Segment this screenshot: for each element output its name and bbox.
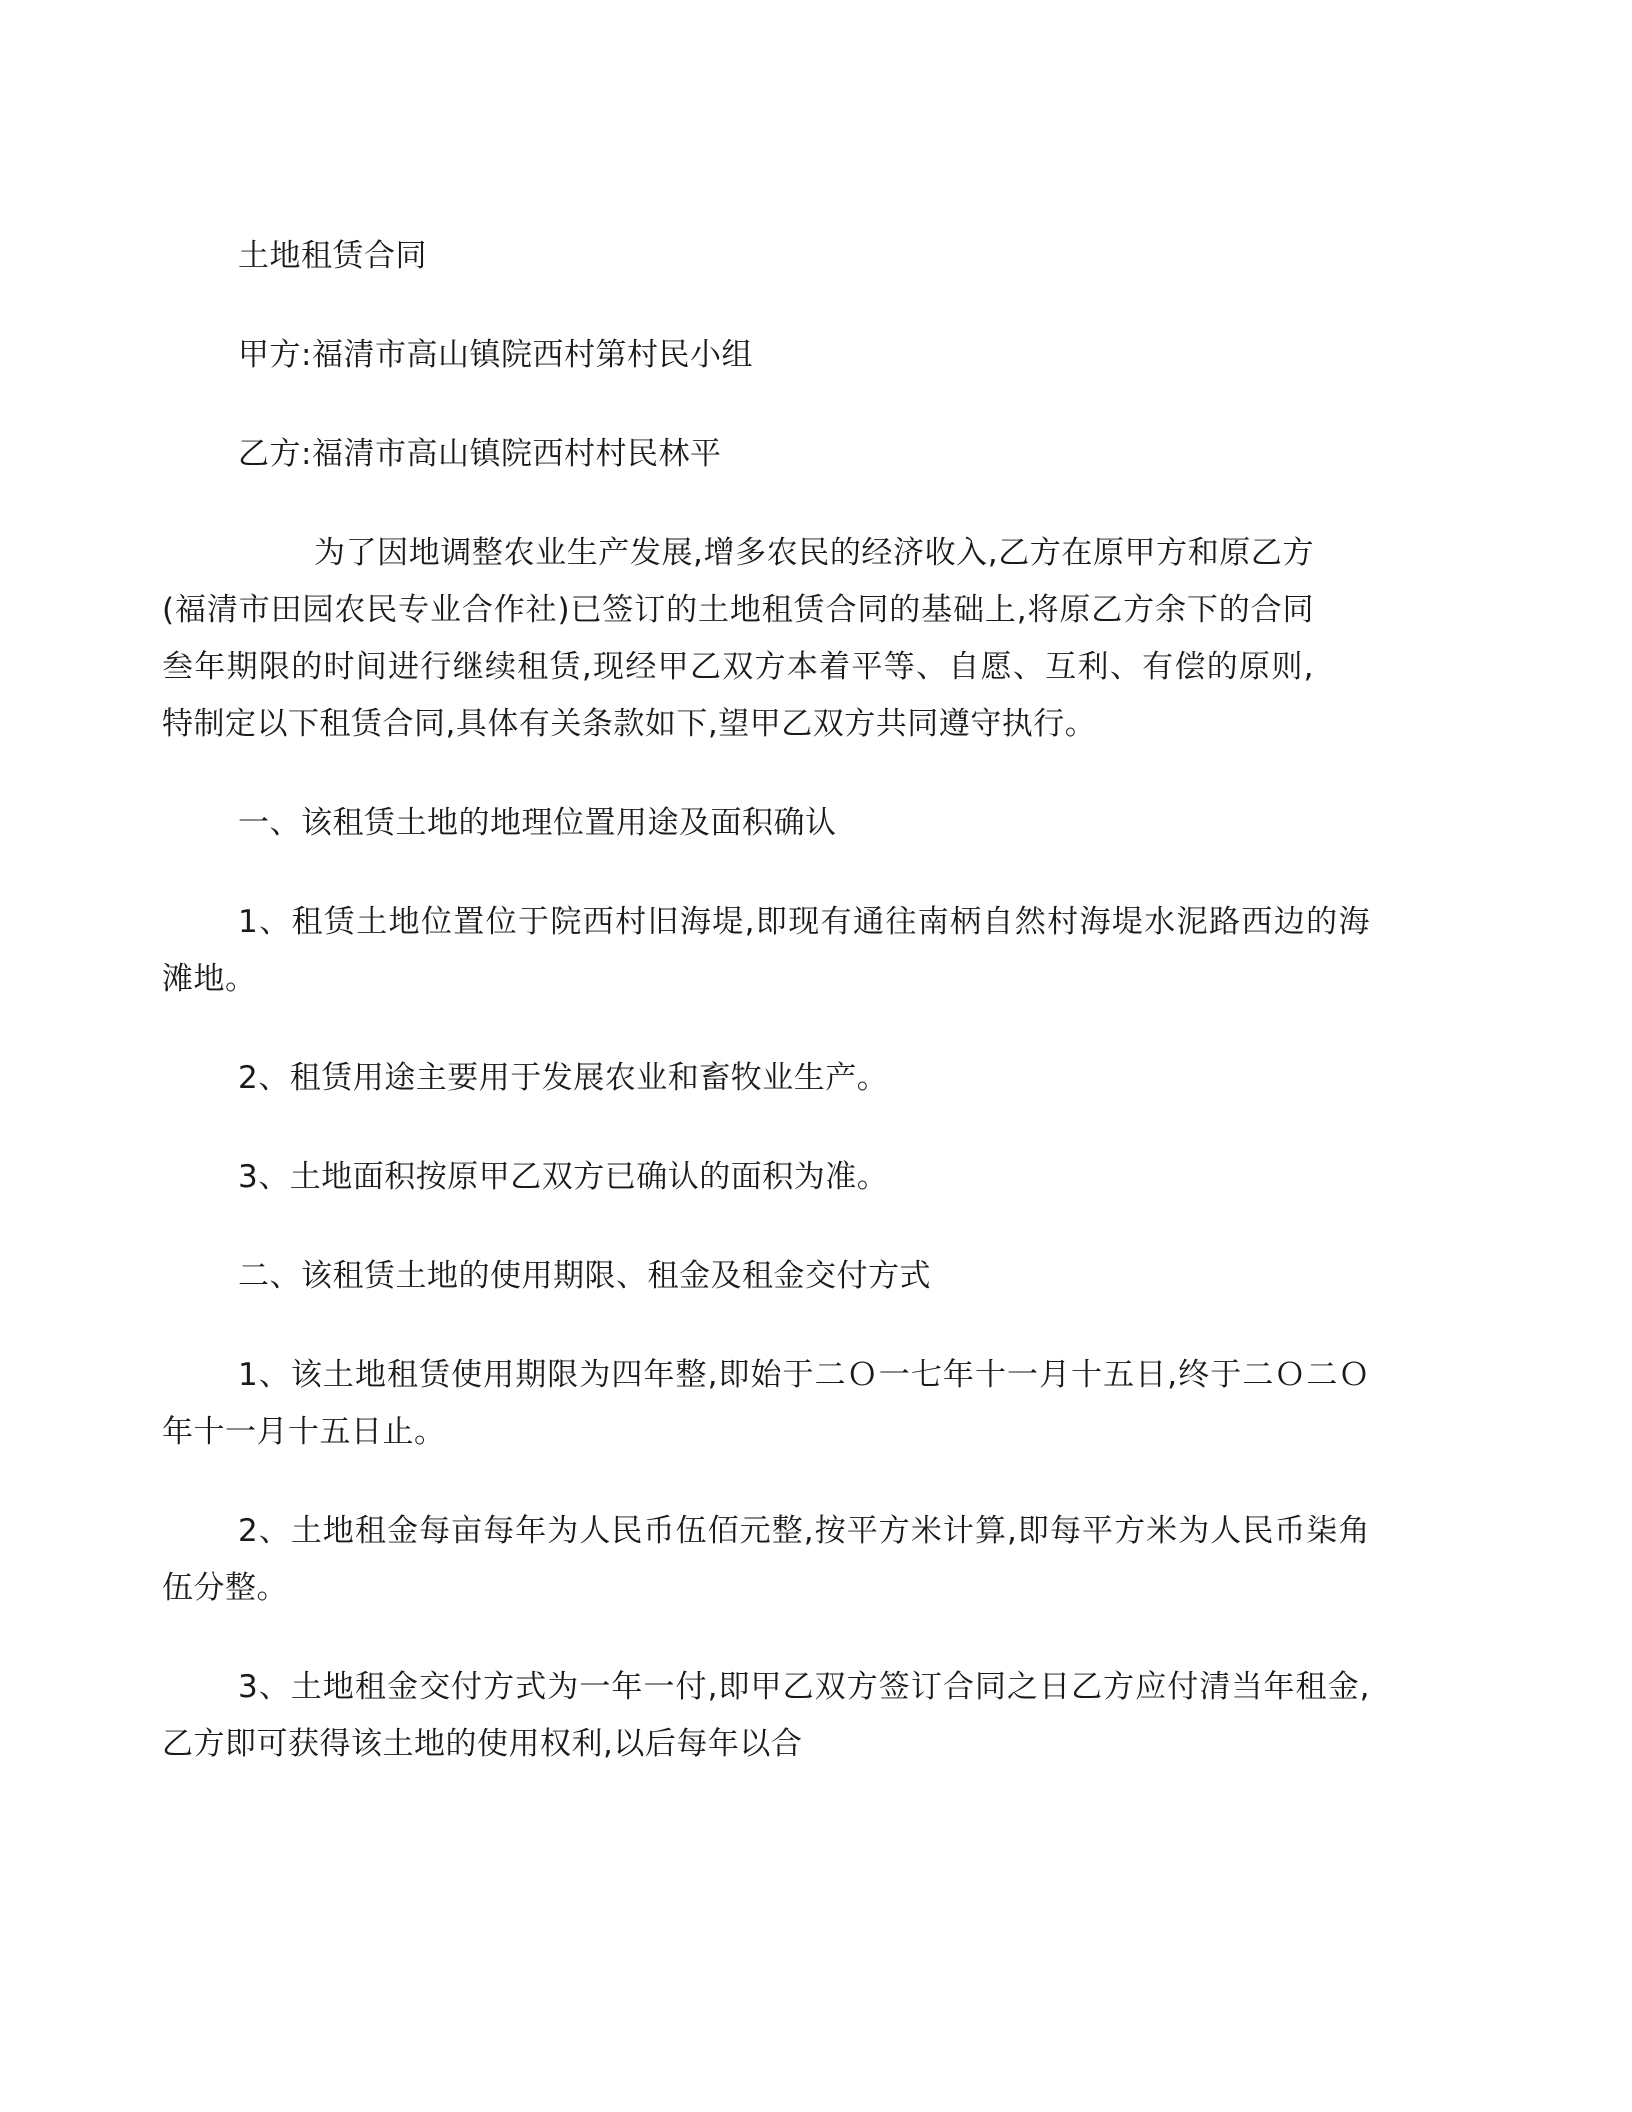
- document-title: 土地租赁合同: [238, 238, 427, 274]
- intro-paragraph: 为了因地调整农业生产发展,增多农民的经济收入,乙方在原甲方和原乙方(福清市田园农民专业合作社)已签订的土地租赁合同的基础上,将原乙方余下的合同叁年期限的时间进行继续租赁,现经甲乙双方本着平等、自愿、互利、有偿的原则,特制定以下租赁合同,具体有关条款如下,望甲乙双方共同遵守执行。: [162, 535, 1314, 742]
- clause: 1、该土地租赁使用期限为四年整,即始于二Ｏ一七年十一月十五日,终于二Ｏ二Ｏ年十一月十五日止。: [162, 1357, 1370, 1450]
- party-a: 甲方:福清市高山镇院西村第村民小组: [238, 337, 753, 373]
- clause: 2、租赁用途主要用于发展农业和畜牧业生产。: [238, 1060, 889, 1096]
- clause: 1、租赁土地位置位于院西村旧海堤,即现有通往南柄自然村海堤水泥路西边的海滩地。: [162, 904, 1370, 997]
- clause: 3、土地面积按原甲乙双方已确认的面积为准。: [238, 1159, 889, 1195]
- section-heading: 一、该租赁土地的地理位置用途及面积确认: [238, 805, 837, 841]
- document-body: [162, 228, 1370, 1815]
- section-heading: 二、该租赁土地的使用期限、租金及租金交付方式: [238, 1258, 931, 1294]
- clause: 3、土地租金交付方式为一年一付,即甲乙双方签订合同之日乙方应付清当年租金,乙方即可获得该土地的使用权利,以后每年以合: [162, 1669, 1370, 1762]
- party-b: 乙方:福清市高山镇院西村村民林平: [238, 436, 722, 472]
- clause: 2、土地租金每亩每年为人民币伍佰元整,按平方米计算,即每平方米为人民币柒角伍分整。: [162, 1513, 1370, 1606]
